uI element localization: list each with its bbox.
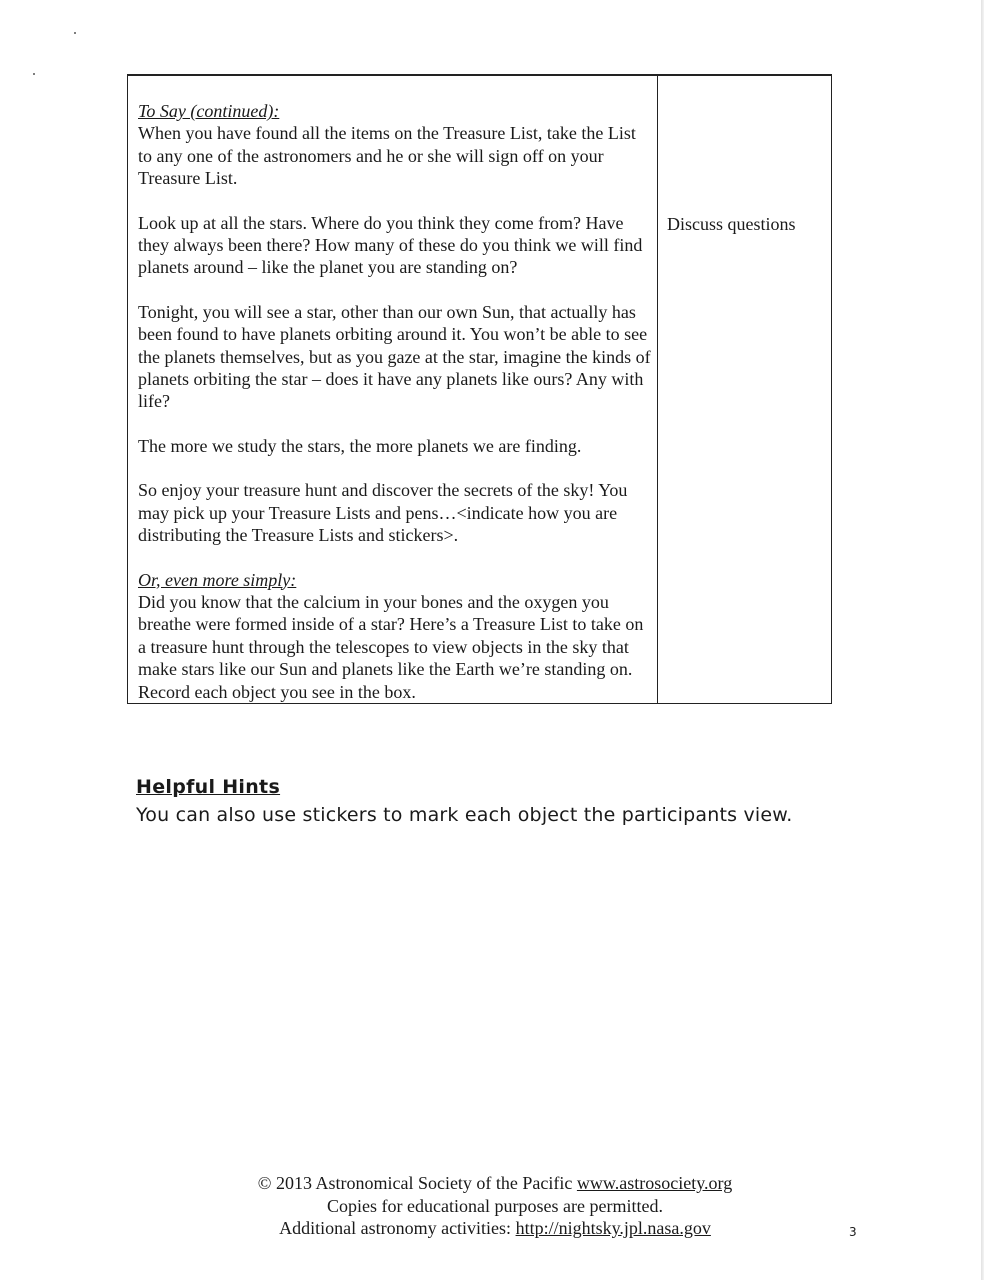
- footer-copyright-line: [200, 1172, 790, 1195]
- astrosociety-link[interactable]: www.astrosociety.org: [576, 1173, 733, 1193]
- scan-edge: [981, 0, 984, 1280]
- nightsky-link[interactable]: http://nightsky.jpl.nasa.gov: [515, 1218, 711, 1238]
- activities-label: Additional astronomy activities:: [279, 1218, 516, 1238]
- copies-note: Copies for educational purposes are permitted.: [327, 1195, 663, 1216]
- script-cell: [138, 100, 653, 703]
- page-footer: [200, 1172, 790, 1240]
- scan-speck: [74, 32, 76, 34]
- script-paragraph-5: So enjoy your treasure hunt and discover the secrets of the sky! You may pick up your Treasure Lists and pens…<indicate how you are distributing the Treasure Lists and stickers>.: [138, 480, 628, 546]
- script-paragraph-1: When you have found all the items on the Treasure List, take the List to any one of the astronomers and he or she will sign off on your Treasure List.: [138, 123, 636, 189]
- section-label-simpler: Or, even more simply:: [138, 569, 297, 590]
- script-paragraph-2: Look up at all the stars. Where do you think they come from? Have they always been there? How many of these do you think we will find planets around – like the planet you are standing on?: [138, 212, 643, 278]
- side-note: Discuss questions: [667, 214, 796, 234]
- notes-cell: [667, 213, 827, 235]
- script-table: [127, 74, 832, 704]
- section-label-to-say: To Say (continued):: [138, 101, 280, 121]
- footer-activities-line: [200, 1217, 790, 1240]
- helpful-hints-text: You can also use stickers to mark each object the participants view.: [136, 804, 793, 826]
- script-paragraph-4: The more we study the stars, the more planets we are finding.: [138, 435, 582, 456]
- scan-speck: [33, 73, 35, 75]
- script-paragraph-simple: Did you know that the calcium in your bones and the oxygen you breathe were formed inside of a star? Here’s a Treasure List to take on a treasure hunt through the telescopes to view objects in the sky that make stars like our Sun and planets like the Earth we’re standing on. Record each object you see in the box.: [138, 591, 644, 702]
- helpful-hints-heading: Helpful Hints: [136, 776, 281, 798]
- copyright-text: © 2013 Astronomical Society of the Pacific: [257, 1173, 577, 1193]
- table-column-divider: [657, 76, 658, 703]
- page-number: 3: [849, 1225, 857, 1239]
- script-paragraph-3: Tonight, you will see a star, other than our own Sun, that actually has been found to have planets orbiting around it. You won’t be able to see the planets themselves, but as you gaze at the star, imagine the kinds of planets orbiting the star – does it have any planets like ours? Any with life?: [138, 301, 651, 412]
